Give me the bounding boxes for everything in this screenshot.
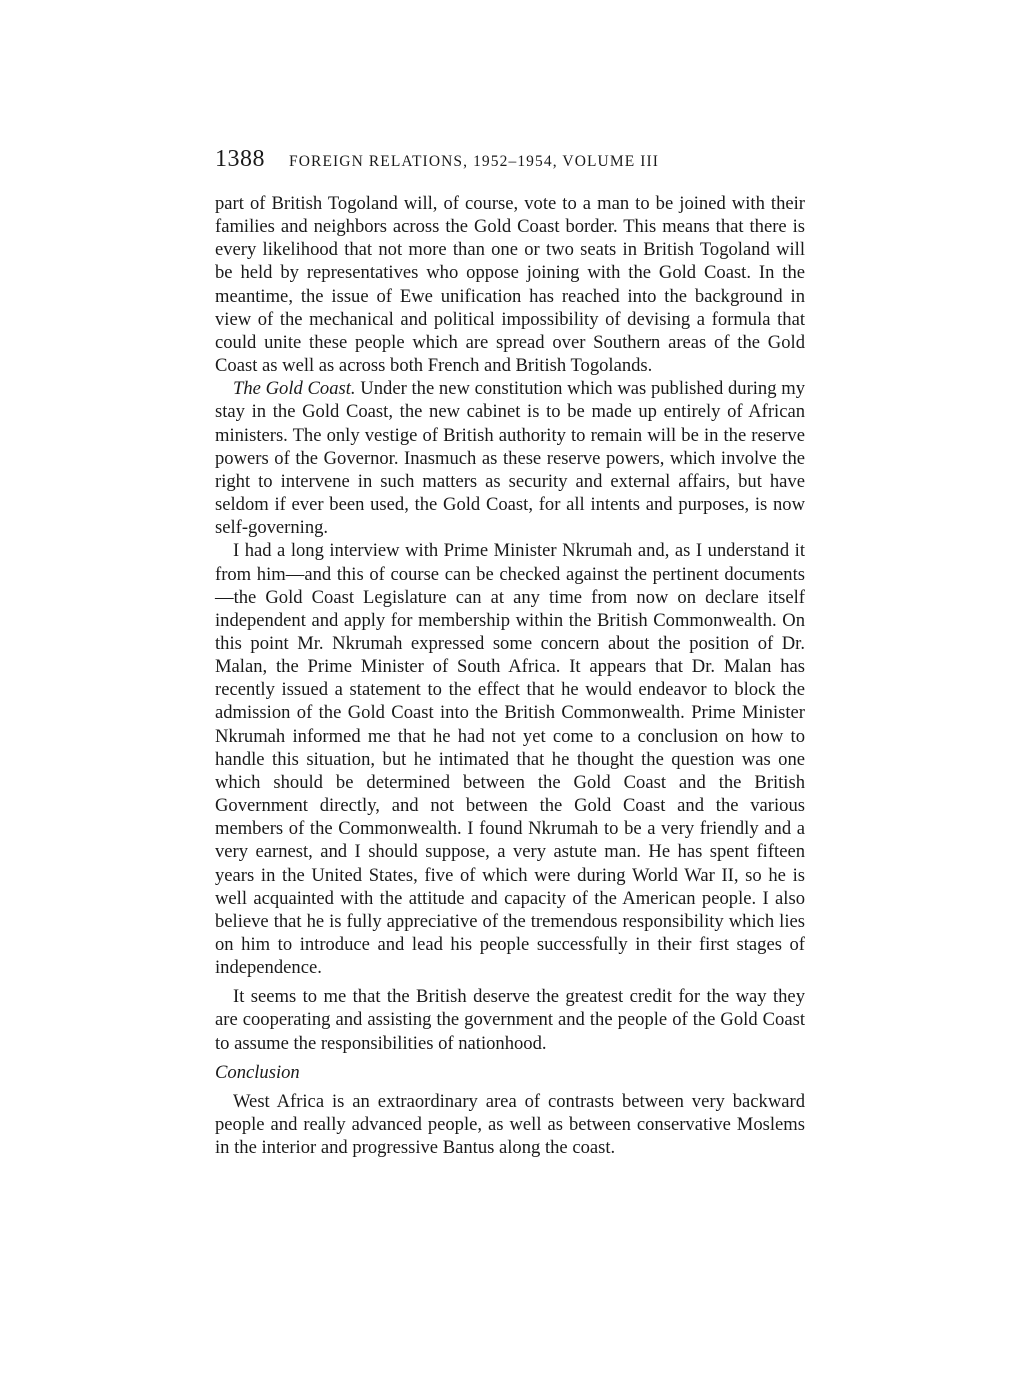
paragraph-gold-coast [215,377,805,539]
paragraph-gold-coast-text: Under the new constitution which was published during my stay in the Gold Coast, the new cabinet is to be made up entirely of African ministers. The only vestige of British authority to remain will be in the reserve powers of the Governor. Inasmuch as these reserve powers, which involve the right to intervene in such matters as security and external affairs, but have seldom if ever been used, the Gold Coast, for all intents and purposes, is now self-governing. [215,378,806,539]
body-text [215,192,805,1159]
running-title: FOREIGN RELATIONS, 1952–1954, VOLUME III [289,153,660,170]
section-heading-conclusion: Conclusion [215,1061,300,1083]
paragraph-togoland: part of British Togoland will, of course, vote to a man to be joined with their families and neighbors across the Gold Coast border. This means that there is every likelihood that not more than one or two seats in British Togoland will be held by representatives who oppose joining with the Gold Coast. In the meantime, the issue of Ewe unification has reached into the background in view of the mechanical and political impossibility of devising a formula that could unite these people which are spread over Southern areas of the Gold Coast as well as across both French and British Togolands. [215,193,805,377]
paragraph-lead-heading: The Gold Coast. [233,378,356,400]
paragraph-nkrumah-interview: I had a long interview with Prime Minister Nkrumah and, as I understand it from him—and this of course can be checked against the pertinent documents—the Gold Coast Legislature can at any time from now on declare itself independent and apply for membership within the British Commonwealth. On this point Mr. Nkrumah expressed some concern about the position of Dr. Malan, the Prime Minister of South Africa. It appears that Dr. Malan has recently issued a statement to the effect that he would endeavor to block the admission of the Gold Coast into the British Commonwealth. Prime Minister Nkrumah informed me that he had not yet come to a conclusion on how to handle this situation, but he intimated that he thought the question was one which should be determined between the Gold Coast and the British Government directly, and not between the Gold Coast and the various members of the Commonwealth. I found Nkrumah to be a very friendly and a very earnest, and I should suppose, a very astute man. He has spent fifteen years in the United States, five of which were during World War II, so he is well acquainted with the attitude and capacity of the American people. I also believe that he is fully appreciative of the tremendous responsibility which lies on him to introduce and lead his people successfully in their first stages of independence. [215,540,805,979]
paragraph-conclusion: West Africa is an extraordinary area of contrasts between very backward people and really advanced people, as well as between conservative Moslems in the interior and progressive Bantus along the coast. [215,1090,805,1159]
paragraph-british-credit: It seems to me that the British deserve the greatest credit for the way they are cooperating and assisting the government and the people of the Gold Coast to assume the responsibilities of nationhood. [215,986,805,1054]
page-number: 1388 [215,146,265,172]
running-header [215,146,815,176]
